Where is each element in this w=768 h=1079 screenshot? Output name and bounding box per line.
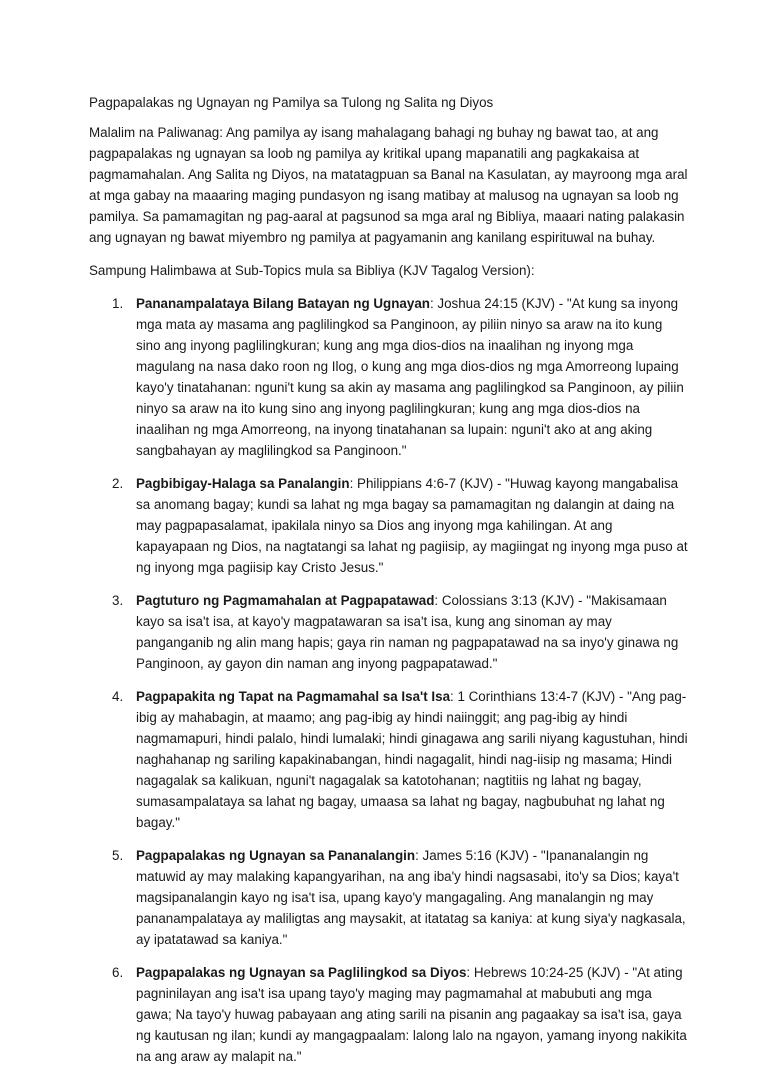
item-text: : Hebrews 10:24-25 (KJV) - "At ating pagninilayan ang isa't isa upang tayo'y maging may pagmamahal at mabubuti ang mga gawa; Na tayo'y huwag pabayaan ang ating sarili na pisanin ang pagaakay sa isa't isa, gaya ng kautusan ng ilan; kundi ay mangagpaalam: lalong lalo na ngayon, yamang inyong nakikita na ang araw ay malapit na."	[136, 965, 687, 1064]
list-item	[89, 473, 689, 578]
list-item	[89, 845, 689, 950]
item-text: : Philippians 4:6-7 (KJV) - "Huwag kayong mangabalisa sa anomang bagay; kundi sa lahat ng mga bagay sa pamamagitan ng dalangin at daing na may pagpapasalamat, ipakilala ninyo sa Dios ang inyong mga kahilingan. At ang kapayapaan ng Dios, na nagtatangi sa lahat ng pagiisip, ay magiingat ng inyong mga puso at ng inyong mga pagiisip kay Cristo Jesus."	[136, 476, 688, 575]
list-item	[89, 590, 689, 674]
document-title: Pagpapalakas ng Ugnayan ng Pamilya sa Tulong ng Salita ng Diyos	[89, 95, 494, 110]
item-topic: Pagpapakita ng Tapat na Pagmamahal sa Isa't Isa	[136, 689, 451, 704]
item-text: : 1 Corinthians 13:4-7 (KJV) - "Ang pag-ibig ay mahabagin, at maamo; ang pag-ibig ay hindi naiinggit; ang pag-ibig ay hindi nagmamapuri, hindi palalo, hindi lumalaki; hindi ginagawa ang sarili niyang kagustuhan, hindi naghahanap ng sariling kapakinabangan, hindi nagagalit, hindi nag-iisip ng masama; Hindi nagagalak sa kalikuan, nguni't nagagalak sa katotohanan; nagtitiis ng lahat ng bagay, sumasampalataya sa lahat ng bagay, umaasa sa lahat ng bagay, nagbubuhat ng lahat ng bagay."	[136, 689, 688, 830]
intro-paragraph: Malalim na Paliwanag: Ang pamilya ay isang mahalagang bahagi ng buhay ng bawat tao, at ang pagpapalakas ng ugnayan sa loob ng pamilya ay kritikal upang mapanatili ang pagkakaisa at pagmamahalan. Ang Salita ng Diyos, na matatagpuan sa Banal na Kasulatan, ay mayroong mga aral at mga gabay na maaaring maging pundasyon ng isang matibay at malusog na ugnayan sa loob ng pamilya. Sa pamamagitan ng pag-aaral at pagsunod sa mga aral ng Bibliya, maaari nating palakasin ang ugnayan ng bawat miyembro ng pamilya at pagyamanin ang kanilang espirituwal na buhay.	[89, 125, 688, 245]
document-page	[89, 92, 689, 1079]
list-heading: Sampung Halimbawa at Sub-Topics mula sa Bibliya (KJV Tagalog Version):	[89, 263, 535, 278]
item-topic: Pagpapalakas ng Ugnayan sa Paglilingkod sa Diyos	[136, 965, 467, 980]
item-topic: Pagpapalakas ng Ugnayan sa Pananalangin	[136, 848, 416, 863]
item-number: 5.	[112, 848, 124, 863]
list-item	[89, 293, 689, 461]
item-text: : James 5:16 (KJV) - "Ipananalangin ng matuwid ay may malaking kapangyarihan, na ang iba'y hindi nagsasabi, ito'y sa Dios; kaya't magsipanalangin kayo ng isa't isa, upang kayo'y mangagaling. Ang manalangin ng may pananampalataya ay maliligtas ang maysakit, at itatatag sa kaniya: at kung siya'y nagkasala, ay ipatatawad sa kaniya."	[136, 848, 686, 947]
item-number: 2.	[112, 476, 124, 491]
item-number: 3.	[112, 593, 124, 608]
item-topic: Pagtuturo ng Pagmamahalan at Pagpapatawad	[136, 593, 435, 608]
item-topic: Pananampalataya Bilang Batayan ng Ugnayan	[136, 296, 430, 311]
list-item	[89, 962, 689, 1067]
list-item	[89, 686, 689, 833]
examples-list	[89, 293, 689, 1067]
item-number: 4.	[112, 689, 124, 704]
item-text: : Colossians 3:13 (KJV) - "Makisamaan kayo sa isa't isa, at kayo'y magpatawaran sa isa't isa, kung ang sinoman ay may panganganib ng alin mang hapis; gaya rin naman ng pagpapatawad na sa inyo'y ginawa ng Panginoon, ay gayon din naman ang inyong pagpapatawad."	[136, 593, 679, 671]
item-text: : Joshua 24:15 (KJV) - "At kung sa inyong mga mata ay masama ang paglilingkod sa Panginoon, ay piliin ninyo sa araw na ito kung sino ang inyong paglilingkuran; kung ang mga dios-dios na inaalihan ng inyong mga magulang na nasa dako roon ng Ilog, o kung ang mga dios-dios ng mga Amorreong lupaing kayo'y tinatahanan: nguni't kung sa akin ay masama ang paglilingkod sa Panginoon, ay piliin ninyo sa araw na ito kung sino ang inyong paglilingkuran; kung ang mga dios-dios na inaalihan ng mga Amorreong, na inyong tinatahanan sa lupain: nguni't ako at ang aking sangbahayan ay maglilingkod sa Panginoon."	[136, 296, 684, 458]
item-number: 6.	[112, 965, 124, 980]
item-number: 1.	[112, 296, 124, 311]
item-topic: Pagbibigay-Halaga sa Panalangin	[136, 476, 350, 491]
